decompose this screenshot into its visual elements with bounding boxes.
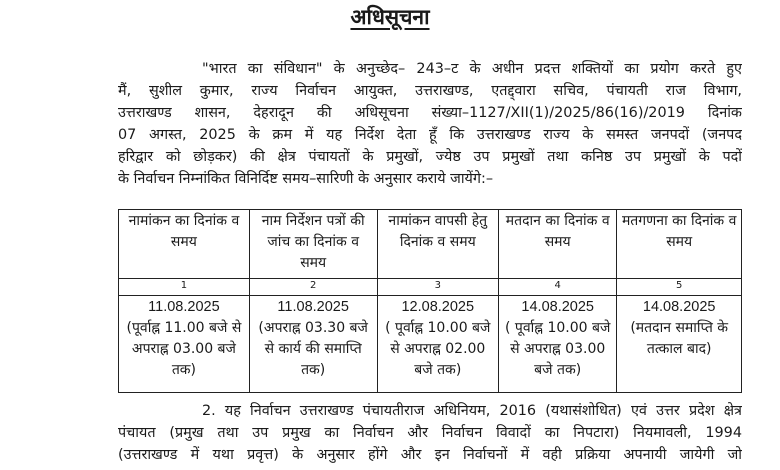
schedule-time: (मतदान समाप्ति के तत्काल बाद) xyxy=(630,320,729,357)
schedule-date: 14.08.2025 xyxy=(521,299,594,315)
paragraph-1 xyxy=(118,58,742,190)
schedule-time: (अपराह्न 03.30 बजे से कार्य की समाप्ति तक) xyxy=(258,320,368,378)
schedule-date: 12.08.2025 xyxy=(401,299,475,315)
paragraph-1-line: हरिद्वार को छोड़कर) की क्षेत्र पंचायतों के प्रमुखों, ज्येष्ठ उप प्रमुखों तथा कनिष्ठ उप प्रमुखों के पदों xyxy=(118,149,742,165)
column-number: 2 xyxy=(249,279,377,296)
schedule-date: 14.08.2025 xyxy=(642,299,716,315)
column-number: 4 xyxy=(499,279,617,296)
paragraph-1-line: 07 अगस्त, 2025 के क्रम में यह निर्देश देता हूँ कि उत्तराखण्ड राज्य के समस्त जनपदों (जनपद xyxy=(118,127,742,143)
column-number: 5 xyxy=(617,279,742,296)
schedule-cell-nomination xyxy=(119,296,250,393)
table-number-row xyxy=(119,279,742,296)
schedule-date: 11.08.2025 xyxy=(277,299,349,315)
column-number: 1 xyxy=(119,279,250,296)
paragraph-1-line: उत्तराखण्ड शासन, देहरादून की अधिसूचना संख्या–1127/XII(1)/2025/86(16)/2019 दिनांक xyxy=(118,105,742,121)
header-cell-withdrawal: नामांकन वापसी हेतु दिनांक व समय xyxy=(377,210,498,279)
schedule-time: ( पूर्वाह्न 10.00 बजे से अपराह्न 03.00 बजे तक) xyxy=(505,320,611,378)
column-number: 3 xyxy=(377,279,498,296)
schedule-time: ( पूर्वाह्न 10.00 बजे से अपराह्न 02.00 बजे तक) xyxy=(385,320,491,378)
header-cell-nomination: नामांकन का दिनांक व समय xyxy=(119,210,250,279)
schedule-cell-polling xyxy=(499,296,617,393)
table-row xyxy=(119,296,742,393)
paragraph-2 xyxy=(118,400,742,466)
paragraph-2-line: 2. यह निर्वाचन उत्तराखण्ड पंचायतीराज अधिनियम, 2016 (यथासंशोधित) एवं उत्तर प्रदेश क्षेत्र xyxy=(202,403,742,419)
schedule-cell-withdrawal xyxy=(377,296,498,393)
table-header-row xyxy=(119,210,742,279)
header-cell-scrutiny: नाम निर्देशन पत्रों की जांच का दिनांक व समय xyxy=(249,210,377,279)
paragraph-1-line: "भारत का संविधान" के अनुच्छेद– 243–ट के अधीन प्रदत्त शक्तियों का प्रयोग करते हुए xyxy=(202,61,742,77)
paragraph-2-line: (उत्तराखण्ड में यथा प्रवृत्त) के अनुसार होंगे और इन निर्वाचनों में वही प्रक्रिया अपनायी जायेगी जो xyxy=(118,447,742,463)
election-schedule-table xyxy=(118,209,742,393)
document-title xyxy=(0,4,780,30)
header-cell-polling: मतदान का दिनांक व समय xyxy=(499,210,617,279)
header-cell-counting: मतगणना का दिनांक व समय xyxy=(617,210,742,279)
schedule-cell-counting xyxy=(617,296,742,393)
paragraph-1-line: के निर्वाचन निम्नांकित विनिर्दिष्ट समय–सारिणी के अनुसार कराये जायेंगे:– xyxy=(118,171,494,187)
schedule-time: (पूर्वाह्न 11.00 बजे से अपराह्न 03.00 बजे तक) xyxy=(126,320,242,378)
schedule-date: 11.08.2025 xyxy=(148,299,220,315)
schedule-cell-scrutiny xyxy=(249,296,377,393)
paragraph-1-line: मैं, सुशील कुमार, राज्य निर्वाचन आयुक्त, उत्तराखण्ड, एतद्द्वारा सचिव, पंचायती राज विभाग, xyxy=(118,83,742,99)
document-title-text: अधिसूचना xyxy=(350,5,430,29)
paragraph-2-line: पंचायत (प्रमुख तथा उप प्रमुख का निर्वाचन और निर्वाचन विवादों का निपटारा) नियमावली, 1994 xyxy=(118,425,742,441)
